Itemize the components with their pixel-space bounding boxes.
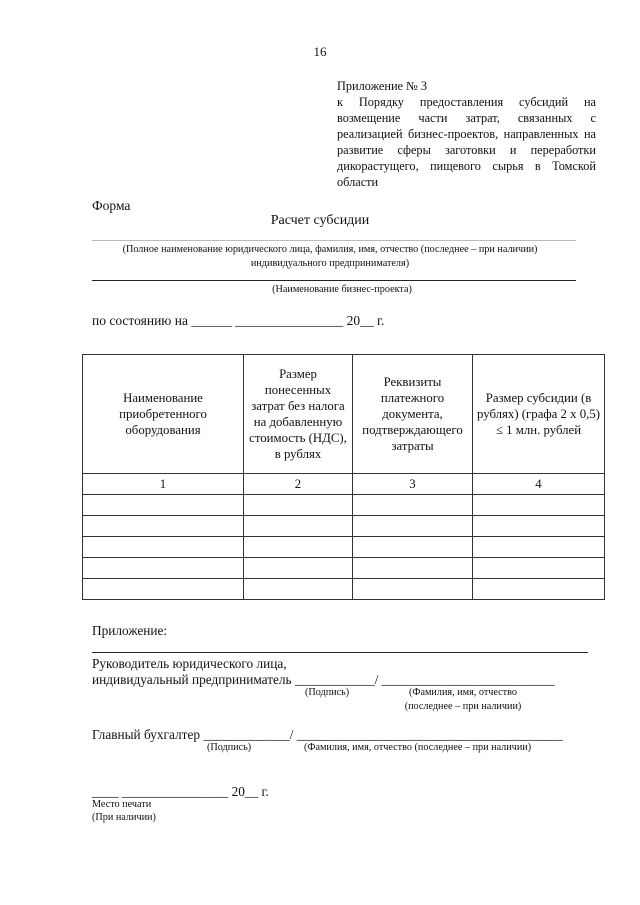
seal-optional-note: (При наличии): [92, 812, 156, 823]
table-row: [83, 537, 605, 558]
table-cell[interactable]: [83, 537, 244, 558]
table-cell[interactable]: [83, 558, 244, 579]
appendix-header: [337, 78, 596, 190]
column-number: 2: [244, 474, 353, 495]
table-row: [83, 579, 605, 600]
header-subsidy-amount: Размер субсидии (в рублях) (графа 2 х 0,5) ≤ 1 млн. рублей: [473, 355, 605, 474]
project-caption: (Наименование бизнес-проекта): [272, 284, 412, 295]
appendix-body: к Порядку предоставления субсидий на возмещение части затрат, связанных с реализацией бизнес-проектов, направленных на развитие сферы заготовки и переработки дикорастущего, пищевого сырья в Томской области: [337, 95, 596, 189]
header-payment-document: Реквизиты платежного документа, подтверждающего затраты: [353, 355, 473, 474]
table-cell[interactable]: [353, 495, 473, 516]
as-of-date-line[interactable]: по состоянию на ______ ________________ 20__ г.: [92, 313, 385, 328]
table-cell[interactable]: [83, 579, 244, 600]
head-title-line1: Руководитель юридического лица,: [92, 656, 287, 671]
accountant-sign-caption: (Подпись): [207, 742, 252, 753]
table-cell[interactable]: [473, 579, 605, 600]
seal-place-label: Место печати: [92, 799, 152, 810]
document-title: Расчет субсидии: [270, 213, 370, 228]
page-number: 16: [313, 44, 327, 59]
head-sign-caption: (Подпись): [305, 687, 350, 698]
table-row: [83, 558, 605, 579]
table-cell[interactable]: [83, 516, 244, 537]
attachment-line[interactable]: [92, 652, 588, 653]
table-cell[interactable]: [244, 516, 353, 537]
accountant-name-caption: (Фамилия, имя, отчество (последнее – при наличии): [304, 742, 532, 753]
table-cell[interactable]: [83, 495, 244, 516]
accountant-signature-line[interactable]: Главный бухгалтер _____________/ ________________________________________: [92, 727, 563, 742]
column-number: 1: [83, 474, 244, 495]
table-row: [83, 516, 605, 537]
head-name-caption: (Фамилия, имя, отчество (последнее – при наличии): [404, 687, 522, 712]
head-signature-line[interactable]: индивидуальный предприниматель ____________/ __________________________: [92, 672, 555, 687]
table-cell[interactable]: [473, 495, 605, 516]
column-number: 3: [353, 474, 473, 495]
table-cell[interactable]: [353, 558, 473, 579]
table-row: [83, 495, 605, 516]
header-equipment-name: Наименование приобретенного оборудования: [83, 355, 244, 474]
subsidy-table: [82, 354, 605, 600]
form-label: Форма: [92, 198, 131, 213]
project-line[interactable]: [92, 280, 576, 281]
table-cell[interactable]: [244, 495, 353, 516]
table-cell[interactable]: [244, 579, 353, 600]
table-cell[interactable]: [473, 537, 605, 558]
table-header-row: [83, 355, 605, 474]
table-cell[interactable]: [244, 537, 353, 558]
applicant-caption: (Полное наименование юридического лица, фамилия, имя, отчество (последнее – при наличии) индивидуального предпринимателя): [122, 244, 538, 269]
date-line[interactable]: ____ ________________ 20__ г.: [92, 784, 269, 799]
table-cell[interactable]: [353, 516, 473, 537]
table-cell[interactable]: [473, 516, 605, 537]
header-costs-without-vat: Размер понесенных затрат без налога на добавленную стоимость (НДС), в рублях: [244, 355, 353, 474]
appendix-title: Приложение № 3: [337, 79, 428, 93]
table-cell[interactable]: [244, 558, 353, 579]
table-cell[interactable]: [353, 537, 473, 558]
column-number: 4: [473, 474, 605, 495]
column-number-row: [83, 474, 605, 495]
table-cell[interactable]: [353, 579, 473, 600]
applicant-line[interactable]: [92, 240, 576, 241]
table-cell[interactable]: [473, 558, 605, 579]
attachment-label: Приложение:: [92, 623, 168, 638]
